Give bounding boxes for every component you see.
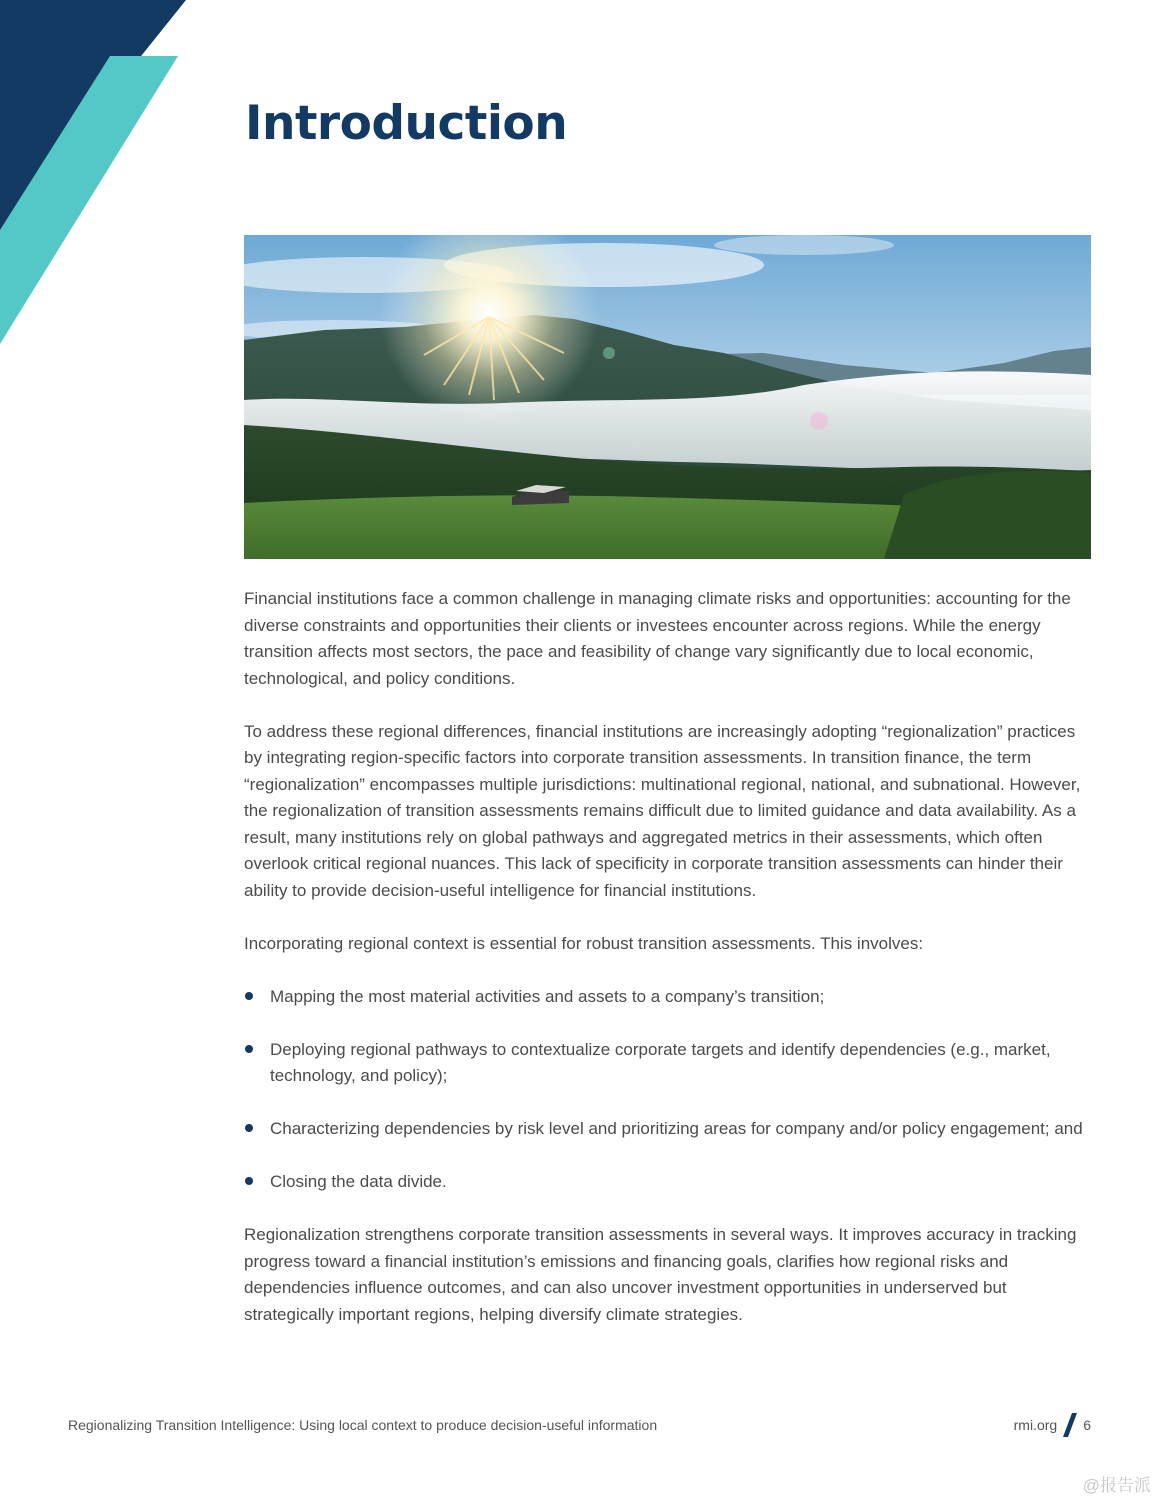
paragraph-regionalization: To address these regional differences, financial institutions are increasingly adopting “regionalization” practices by integrating region-specific factors into corporate transition assessments. In transition finance, the term “regionalization” encompasses multiple jurisdictions: multinational regional, national, and subnational. However, the regionalization of transition assessments remains difficult due to limited guidance and data availability. As a result, many institutions rely on global pathways and aggregated metrics in their assessments, which often overlook critical regional nuances. This lack of specificity in corporate transition assessments can hinder their ability to provide decision-useful intelligence for financial institutions.: [244, 721, 1081, 900]
paragraph-context: Incorporating regional context is essential for robust transition assessments. This involves:: [244, 933, 924, 953]
footer-document-title: Regionalizing Transition Intelligence: Using local context to produce decision-useful information: [68, 1417, 658, 1433]
page-title: Introduction: [245, 96, 568, 151]
footer-site-link[interactable]: rmi.org: [1013, 1417, 1058, 1433]
paragraph-benefits: Regionalization strengthens corporate transition assessments in several ways. It improves accuracy in tracking progress toward a financial institution’s emissions and financing goals, clarifies how regional risks and dependencies influence outcomes, and can also uncover investment opportunities in underserved but strategically important regions, helping diversify climate strategies.: [244, 1225, 1077, 1324]
list-item: [244, 984, 1094, 1011]
bullet-icon: [245, 992, 253, 1000]
footer-site-block: [1014, 1413, 1091, 1437]
bullet-icon: [245, 1177, 253, 1185]
slash-icon: [1063, 1413, 1077, 1437]
bullet-list: [244, 984, 1094, 1196]
paragraph-intro: Financial institutions face a common challenge in managing climate risks and opportunities: accounting for the diverse constraints and opportunities their clients or investees encounter across regions. While the energy transition affects most sectors, the pace and feasibility of change vary significantly due to local economic, technological, and policy conditions.: [244, 589, 1071, 688]
list-item-text: Closing the data divide.: [270, 1172, 447, 1191]
watermark: @报告派: [1082, 1476, 1151, 1495]
list-item-text: Mapping the most material activities and assets to a company’s transition;: [270, 986, 825, 1006]
list-item: [244, 1169, 1094, 1196]
list-item: [244, 1116, 1094, 1143]
list-item-text: Characterizing dependencies by risk level and prioritizing areas for company and/or policy engagement; and: [270, 1119, 1083, 1138]
list-item: [244, 1037, 1094, 1090]
mountain-fog-sunrise-photo-icon: [244, 235, 1091, 559]
bullet-icon: [245, 1045, 253, 1053]
body-content: [244, 586, 1094, 1355]
corner-decoration: [0, 0, 200, 360]
bullet-icon: [245, 1124, 253, 1132]
list-item-text: Deploying regional pathways to contextualize corporate targets and identify dependencies (e.g., market, technology, and policy);: [270, 1039, 1051, 1085]
page-number: 6: [1083, 1417, 1091, 1433]
